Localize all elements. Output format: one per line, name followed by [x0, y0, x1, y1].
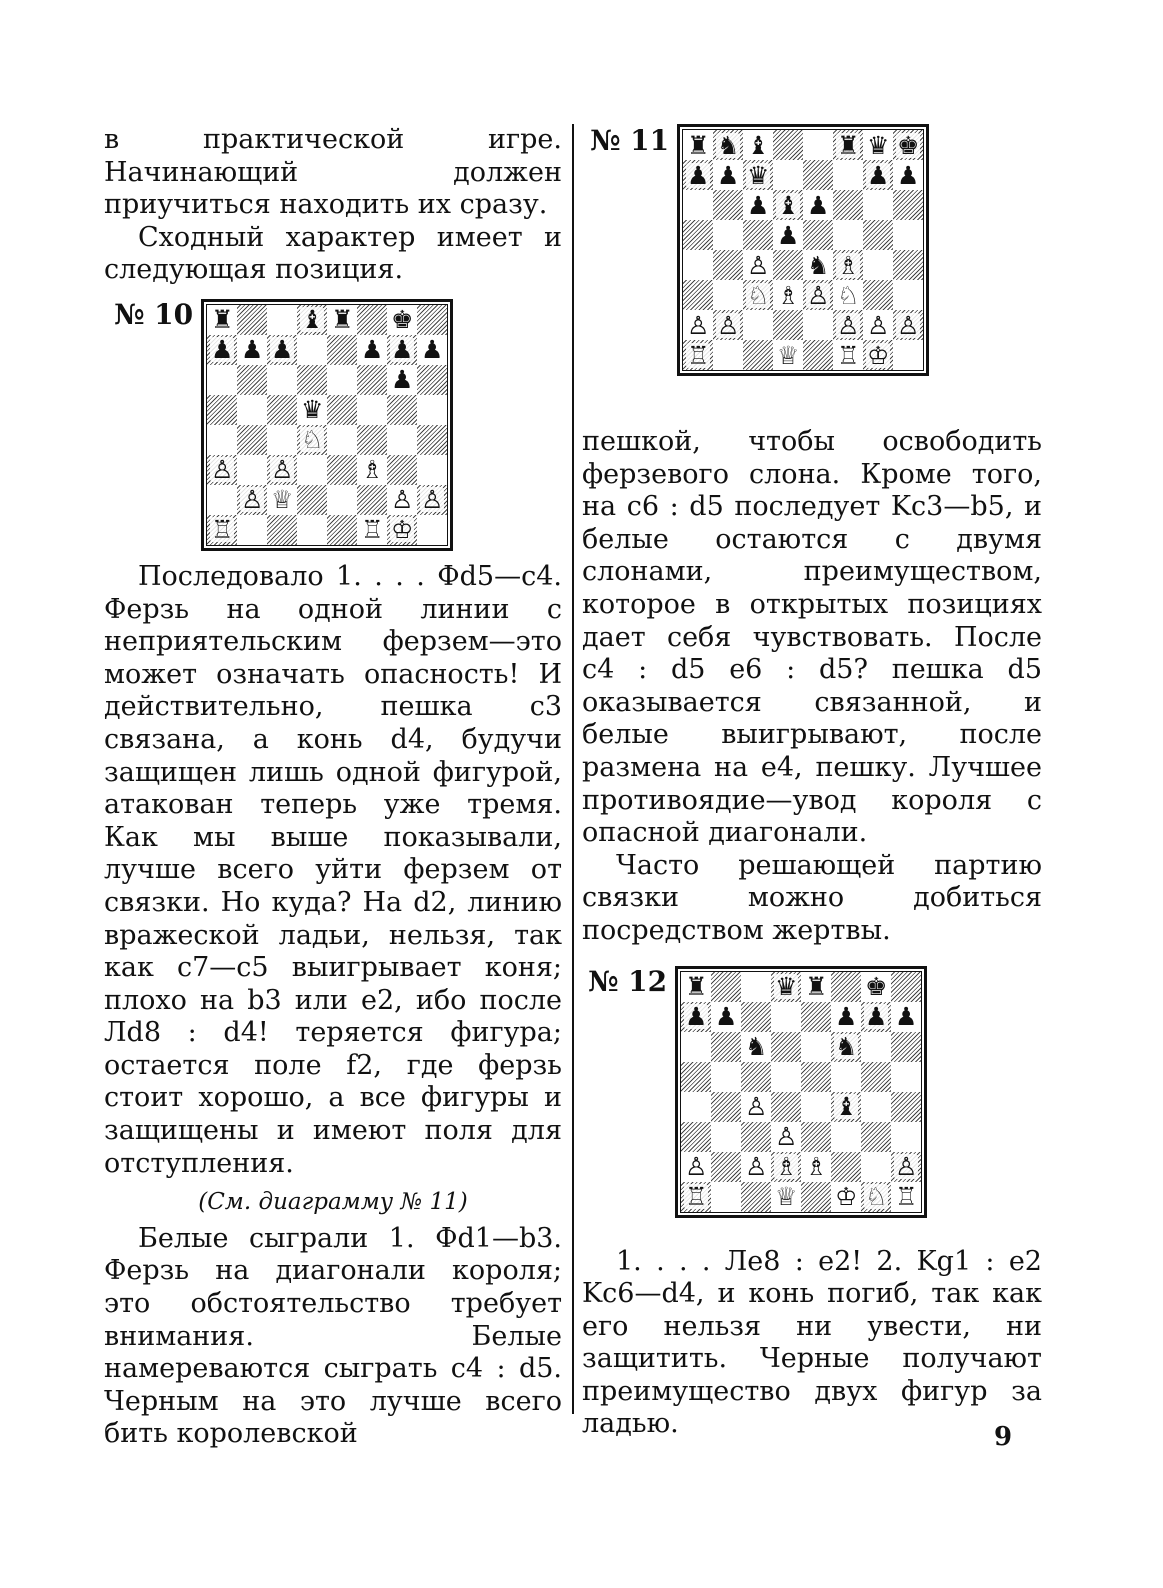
board-square — [771, 1152, 801, 1182]
board-square — [681, 1122, 711, 1152]
board-square — [863, 220, 893, 250]
board-square — [297, 455, 327, 485]
board-square — [803, 280, 833, 310]
black-knight-icon: ♞ — [744, 1032, 768, 1061]
board-square — [387, 455, 417, 485]
board-square — [831, 1002, 861, 1032]
board-square — [207, 485, 237, 515]
black-pawn-icon: ♟ — [746, 190, 770, 220]
white-bishop-icon: ♗ — [804, 1152, 828, 1181]
black-pawn-icon: ♟ — [684, 1002, 708, 1031]
board-square — [743, 160, 773, 190]
board-square — [803, 130, 833, 160]
right-paragraph-2: Часто решающей партию связки можно добиться посредством жертвы. — [582, 849, 1042, 946]
board-square — [833, 310, 863, 340]
board-square — [681, 1152, 711, 1182]
board-square — [831, 1182, 861, 1212]
right-paragraph-3: 1. . . . Лe8 : e2! 2. Kg1 : e2 Kc6—d4, и конь погиб, так как его нельзя ни увести, ни защитить. Черные получают преимущество двух фигур за ладью. — [582, 1245, 1042, 1440]
board-square — [417, 335, 447, 365]
board-square — [741, 972, 771, 1002]
black-rook-icon: ♜ — [330, 305, 354, 335]
board-square — [297, 485, 327, 515]
board-square — [357, 455, 387, 485]
board-square — [297, 425, 327, 455]
board-square — [863, 250, 893, 280]
board-square — [801, 1122, 831, 1152]
board-square — [773, 280, 803, 310]
diagram-11-label: № 11 — [590, 124, 670, 157]
board-square — [801, 1062, 831, 1092]
black-king-icon: ♚ — [896, 130, 920, 160]
white-knight-icon: ♘ — [746, 280, 770, 310]
board-square — [773, 250, 803, 280]
board-square — [297, 515, 327, 545]
white-pawn-icon: ♙ — [866, 310, 890, 340]
board-square — [771, 1092, 801, 1122]
black-queen-icon: ♛ — [866, 130, 890, 160]
white-knight-icon: ♘ — [864, 1182, 888, 1211]
black-king-icon: ♚ — [390, 305, 414, 335]
white-king-icon: ♔ — [834, 1182, 858, 1211]
white-rook-icon: ♖ — [210, 515, 234, 545]
black-bishop-icon: ♝ — [834, 1092, 858, 1121]
white-pawn-icon: ♙ — [806, 280, 830, 310]
board-square — [267, 485, 297, 515]
black-pawn-icon: ♟ — [270, 335, 294, 365]
black-pawn-icon: ♟ — [896, 160, 920, 190]
board-square — [771, 972, 801, 1002]
board-square — [237, 305, 267, 335]
board-square — [713, 190, 743, 220]
chessboard-12 — [680, 971, 922, 1213]
left-paragraph-3: Последовало 1. . . . Фd5—c4. Ферзь на одной линии с неприятельским ферзем—это может означать опасность! И действительно, пешка c3 связана, а конь d4, будучи защищен лишь одной фигурой, атакован теперь уже тремя. Как мы выше показывали, лучше всего уйти ферзем от связки. Но куда? На d2, линию вражеской ладьи, нельзя, так как c7—c5 выигрывает коня; плохо на b3 или e2, ибо после Лd8 : d4! теряется фигура; остается поле f2, где ферзь стоит хорошо, а все фигуры и защищены и имеют поля для отступления. — [104, 560, 562, 1179]
white-pawn-icon: ♙ — [746, 250, 770, 280]
board-square — [833, 190, 863, 220]
board-square — [771, 1182, 801, 1212]
black-knight-icon: ♞ — [716, 130, 740, 160]
board-square — [681, 972, 711, 1002]
black-rook-icon: ♜ — [210, 305, 234, 335]
board-square — [891, 1152, 921, 1182]
board-square — [327, 455, 357, 485]
black-bishop-icon: ♝ — [300, 305, 324, 335]
chessboard-frame — [675, 966, 927, 1218]
board-square — [387, 335, 417, 365]
board-square — [863, 160, 893, 190]
board-square — [327, 485, 357, 515]
chessboard-frame — [201, 299, 453, 551]
diagram-10 — [114, 299, 562, 551]
board-square — [893, 130, 923, 160]
black-pawn-icon: ♟ — [240, 335, 264, 365]
white-queen-icon: ♕ — [774, 1182, 798, 1211]
board-square — [387, 395, 417, 425]
board-square — [891, 1182, 921, 1212]
board-square — [237, 365, 267, 395]
black-bishop-icon: ♝ — [776, 190, 800, 220]
board-square — [711, 1092, 741, 1122]
board-square — [387, 425, 417, 455]
board-square — [831, 1152, 861, 1182]
board-square — [861, 1122, 891, 1152]
white-pawn-icon: ♙ — [894, 1152, 918, 1181]
board-square — [893, 160, 923, 190]
board-square — [833, 160, 863, 190]
right-column — [582, 426, 1042, 1441]
board-square — [833, 250, 863, 280]
board-square — [861, 1032, 891, 1062]
board-square — [861, 1092, 891, 1122]
board-square — [771, 1002, 801, 1032]
board-square — [861, 1182, 891, 1212]
board-square — [741, 1152, 771, 1182]
board-square — [357, 305, 387, 335]
black-pawn-icon: ♟ — [894, 1002, 918, 1031]
board-square — [833, 340, 863, 370]
white-queen-icon: ♕ — [270, 485, 294, 515]
board-square — [743, 190, 773, 220]
diagram-10-label: № 10 — [114, 297, 194, 331]
black-pawn-icon: ♟ — [390, 365, 414, 395]
board-square — [803, 160, 833, 190]
board-square — [741, 1032, 771, 1062]
board-square — [711, 1062, 741, 1092]
black-pawn-icon: ♟ — [716, 160, 740, 190]
white-pawn-icon: ♙ — [686, 310, 710, 340]
board-square — [327, 305, 357, 335]
board-square — [327, 515, 357, 545]
board-square — [683, 220, 713, 250]
board-square — [357, 395, 387, 425]
left-paragraph-1: в практической игре. Начинающий должен приучиться находить их сразу. — [104, 124, 562, 221]
board-square — [237, 425, 267, 455]
board-square — [357, 365, 387, 395]
board-square — [267, 365, 297, 395]
white-bishop-icon: ♗ — [836, 250, 860, 280]
left-paragraph-4: Белые сыграли 1. Фd1—b3. Ферзь на диагонали короля; это обстоятельство требует внимания. Белые намереваются сыграть c4 : d5. Черным на это лучше всего бить королевской — [104, 1222, 562, 1450]
board-square — [861, 1062, 891, 1092]
board-square — [801, 1002, 831, 1032]
board-square — [417, 455, 447, 485]
board-square — [773, 310, 803, 340]
board-square — [831, 1122, 861, 1152]
board-square — [743, 340, 773, 370]
board-square — [683, 280, 713, 310]
board-square — [831, 1032, 861, 1062]
white-queen-icon: ♕ — [776, 340, 800, 370]
board-square — [711, 1032, 741, 1062]
board-square — [681, 1002, 711, 1032]
black-queen-icon: ♛ — [746, 160, 770, 190]
black-pawn-icon: ♟ — [360, 335, 384, 365]
board-square — [713, 250, 743, 280]
black-pawn-icon: ♟ — [806, 190, 830, 220]
board-square — [267, 305, 297, 335]
board-square — [773, 130, 803, 160]
white-bishop-icon: ♗ — [776, 280, 800, 310]
board-square — [267, 515, 297, 545]
board-square — [327, 365, 357, 395]
black-knight-icon: ♞ — [806, 250, 830, 280]
board-square — [207, 365, 237, 395]
board-square — [893, 220, 923, 250]
black-rook-icon: ♜ — [836, 130, 860, 160]
white-rook-icon: ♖ — [836, 340, 860, 370]
white-pawn-icon: ♙ — [836, 310, 860, 340]
board-square — [833, 220, 863, 250]
board-square — [683, 190, 713, 220]
board-square — [773, 340, 803, 370]
board-square — [891, 1122, 921, 1152]
black-pawn-icon: ♟ — [776, 220, 800, 250]
diagram-reference-caption: (См. диаграмму № 11) — [198, 1189, 468, 1216]
white-pawn-icon: ♙ — [744, 1152, 768, 1181]
white-king-icon: ♔ — [866, 340, 890, 370]
board-square — [711, 1002, 741, 1032]
board-square — [803, 340, 833, 370]
white-pawn-icon: ♙ — [240, 485, 264, 515]
board-square — [801, 1152, 831, 1182]
board-square — [863, 190, 893, 220]
board-square — [803, 190, 833, 220]
board-square — [741, 1062, 771, 1092]
board-square — [681, 1092, 711, 1122]
board-square — [861, 972, 891, 1002]
board-square — [237, 455, 267, 485]
black-rook-icon: ♜ — [804, 972, 828, 1001]
board-square — [297, 305, 327, 335]
board-square — [743, 130, 773, 160]
board-square — [891, 1062, 921, 1092]
black-pawn-icon: ♟ — [714, 1002, 738, 1031]
board-square — [711, 1182, 741, 1212]
board-square — [801, 1092, 831, 1122]
board-square — [237, 515, 267, 545]
board-square — [683, 310, 713, 340]
column-divider — [572, 124, 574, 1414]
board-square — [711, 1122, 741, 1152]
board-square — [741, 1002, 771, 1032]
board-square — [803, 220, 833, 250]
board-square — [417, 485, 447, 515]
board-square — [893, 190, 923, 220]
board-square — [713, 130, 743, 160]
board-square — [417, 425, 447, 455]
board-square — [267, 335, 297, 365]
white-pawn-icon: ♙ — [390, 485, 414, 515]
board-square — [803, 250, 833, 280]
white-pawn-icon: ♙ — [420, 485, 444, 515]
board-square — [831, 1062, 861, 1092]
black-rook-icon: ♜ — [686, 130, 710, 160]
white-pawn-icon: ♙ — [716, 310, 740, 340]
black-pawn-icon: ♟ — [210, 335, 234, 365]
board-square — [773, 160, 803, 190]
board-square — [327, 425, 357, 455]
white-pawn-icon: ♙ — [210, 455, 234, 485]
board-square — [741, 1122, 771, 1152]
white-pawn-icon: ♙ — [896, 310, 920, 340]
black-knight-icon: ♞ — [834, 1032, 858, 1061]
board-square — [237, 485, 267, 515]
board-square — [803, 310, 833, 340]
white-pawn-icon: ♙ — [684, 1152, 708, 1181]
board-square — [297, 365, 327, 395]
left-column — [104, 124, 562, 1451]
board-square — [743, 220, 773, 250]
white-rook-icon: ♖ — [686, 340, 710, 370]
board-square — [893, 280, 923, 310]
board-square — [891, 1002, 921, 1032]
black-bishop-icon: ♝ — [746, 130, 770, 160]
board-square — [773, 220, 803, 250]
board-square — [237, 335, 267, 365]
board-square — [681, 1062, 711, 1092]
left-paragraph-2: Сходный характер имеет и следующая позиция. — [104, 221, 562, 286]
board-square — [801, 1182, 831, 1212]
board-square — [861, 1002, 891, 1032]
board-square — [891, 972, 921, 1002]
board-square — [387, 365, 417, 395]
board-square — [681, 1032, 711, 1062]
board-square — [683, 160, 713, 190]
white-knight-icon: ♘ — [836, 280, 860, 310]
board-square — [893, 340, 923, 370]
white-pawn-icon: ♙ — [270, 455, 294, 485]
board-square — [297, 335, 327, 365]
board-square — [207, 455, 237, 485]
board-square — [891, 1092, 921, 1122]
board-square — [891, 1032, 921, 1062]
board-square — [713, 340, 743, 370]
board-square — [327, 335, 357, 365]
board-square — [711, 972, 741, 1002]
board-square — [681, 1182, 711, 1212]
board-square — [741, 1182, 771, 1212]
board-square — [683, 340, 713, 370]
board-square — [207, 305, 237, 335]
board-square — [833, 280, 863, 310]
board-square — [357, 515, 387, 545]
board-square — [357, 425, 387, 455]
board-square — [893, 250, 923, 280]
board-square — [893, 310, 923, 340]
board-square — [713, 310, 743, 340]
board-square — [207, 425, 237, 455]
black-rook-icon: ♜ — [684, 972, 708, 1001]
board-square — [713, 280, 743, 310]
board-square — [267, 455, 297, 485]
board-square — [267, 395, 297, 425]
board-square — [861, 1152, 891, 1182]
chessboard-10 — [206, 304, 448, 546]
board-square — [237, 395, 267, 425]
board-square — [863, 280, 893, 310]
board-square — [713, 160, 743, 190]
white-pawn-icon: ♙ — [744, 1092, 768, 1121]
right-paragraph-1: пешкой, чтобы освободить ферзевого слона. Кроме того, на c6 : d5 последует Kc3—b5, и белые остаются с двумя слонами, преимуществом, которое в открытых позициях дает себя чувствовать. После c4 : d5 e6 : d5? пешка d5 оказывается связанной, и белые выигрывают, после размена на e4, пешку. Лучшее противоядие—увод короля с опасной диагонали. — [582, 426, 1042, 849]
board-square — [387, 485, 417, 515]
black-pawn-icon: ♟ — [864, 1002, 888, 1031]
diagram-12-label: № 12 — [588, 964, 668, 998]
white-king-icon: ♔ — [390, 515, 414, 545]
board-square — [743, 280, 773, 310]
chessboard-frame — [677, 124, 929, 376]
white-bishop-icon: ♗ — [360, 455, 384, 485]
board-square — [207, 335, 237, 365]
page-number: 9 — [994, 1422, 1013, 1452]
board-square — [741, 1092, 771, 1122]
diagram-12 — [588, 966, 1042, 1218]
board-square — [683, 130, 713, 160]
chessboard-11 — [682, 129, 924, 371]
board-square — [801, 1032, 831, 1062]
board-square — [771, 1032, 801, 1062]
board-square — [297, 395, 327, 425]
white-bishop-icon: ♗ — [774, 1152, 798, 1181]
board-square — [327, 395, 357, 425]
board-square — [831, 1092, 861, 1122]
board-square — [417, 305, 447, 335]
board-square — [387, 305, 417, 335]
board-square — [833, 130, 863, 160]
board-square — [417, 515, 447, 545]
white-rook-icon: ♖ — [684, 1182, 708, 1211]
black-pawn-icon: ♟ — [866, 160, 890, 190]
board-square — [743, 250, 773, 280]
black-queen-icon: ♛ — [300, 395, 324, 425]
board-square — [267, 425, 297, 455]
board-square — [743, 310, 773, 340]
black-queen-icon: ♛ — [774, 972, 798, 1001]
black-pawn-icon: ♟ — [686, 160, 710, 190]
board-square — [771, 1062, 801, 1092]
diagram-11 — [590, 124, 929, 376]
black-king-icon: ♚ — [864, 972, 888, 1001]
board-square — [357, 485, 387, 515]
board-square — [771, 1122, 801, 1152]
white-rook-icon: ♖ — [360, 515, 384, 545]
white-knight-icon: ♘ — [300, 425, 324, 455]
board-square — [801, 972, 831, 1002]
black-pawn-icon: ♟ — [834, 1002, 858, 1031]
board-square — [207, 395, 237, 425]
board-square — [207, 515, 237, 545]
board-square — [417, 395, 447, 425]
board-square — [417, 365, 447, 395]
board-square — [357, 335, 387, 365]
black-pawn-icon: ♟ — [420, 335, 444, 365]
board-square — [863, 130, 893, 160]
board-square — [387, 515, 417, 545]
board-square — [863, 340, 893, 370]
board-square — [831, 972, 861, 1002]
board-square — [863, 310, 893, 340]
white-pawn-icon: ♙ — [774, 1122, 798, 1151]
black-pawn-icon: ♟ — [390, 335, 414, 365]
board-square — [713, 220, 743, 250]
board-square — [773, 190, 803, 220]
board-square — [711, 1152, 741, 1182]
white-rook-icon: ♖ — [894, 1182, 918, 1211]
board-square — [683, 250, 713, 280]
